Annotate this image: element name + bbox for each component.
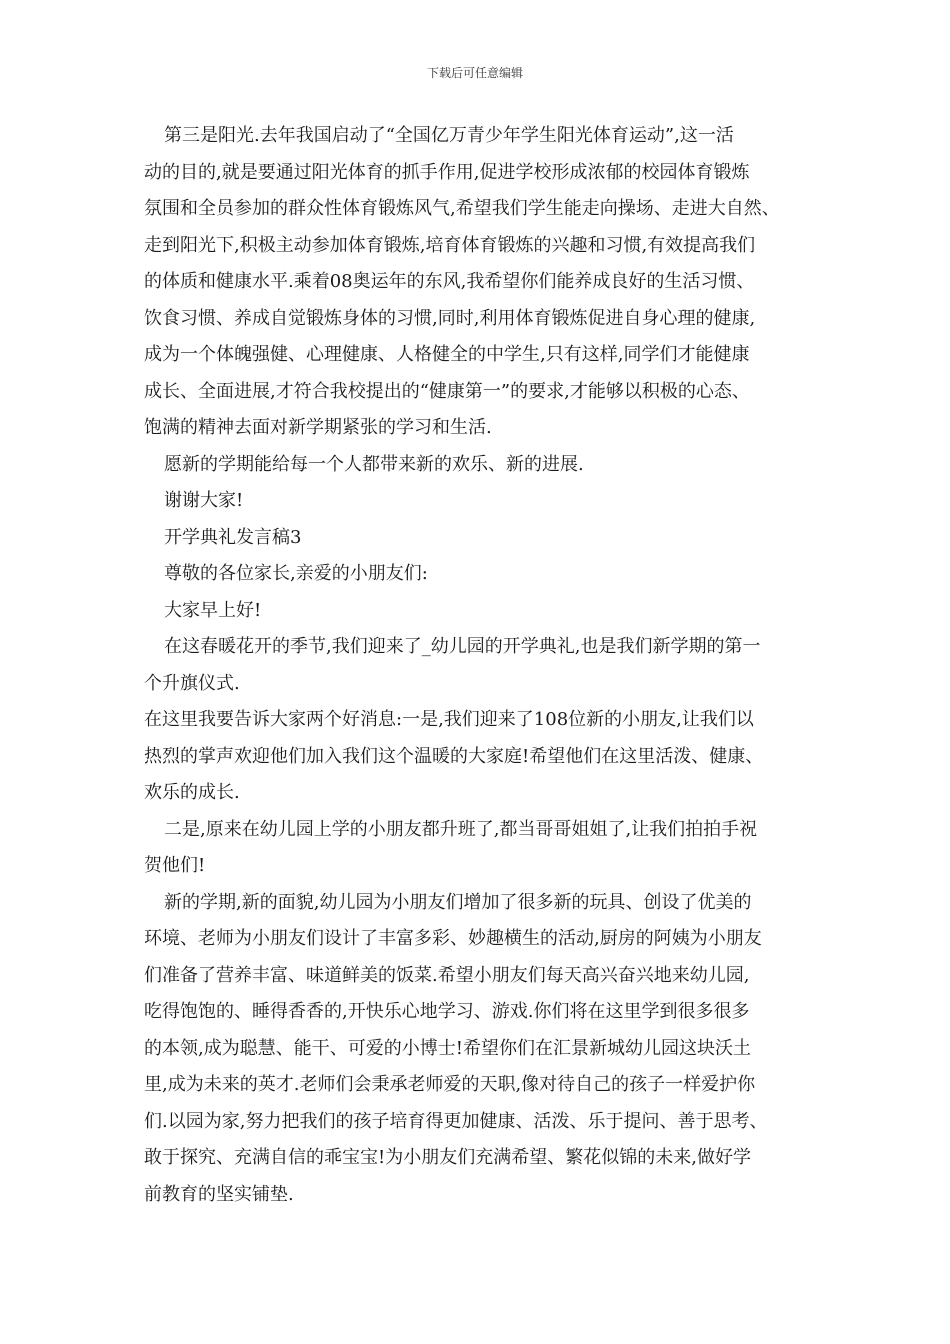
paragraph-line: 里,成为未来的英才.老师们会秉承老师爱的天职,像对待自己的孩子一样爱护你 (144, 1074, 756, 1095)
paragraph-line: 的体质和健康水平.乘着08奥运年的东风,我希望你们能养成良好的生活习惯、 (144, 271, 755, 292)
paragraph-line: 们准备了营养丰富、味道鲜美的饭菜.希望小朋友们每天高兴奋兴地来幼儿园, (144, 964, 750, 986)
paragraph-line: 们.以园为家,努力把我们的孩子培育得更加健康、活泼、乐于提问、善于思考、 (144, 1110, 768, 1132)
document-body (144, 118, 824, 1213)
paragraph-line: 吃得饱饱的、睡得香香的,开快乐心地学习、游戏.你们将在这里学到很多很多 (144, 1001, 750, 1022)
paragraph-line: 成为一个体魄强健、心理健康、人格健全的中学生,只有这样,同学们才能健康 (144, 344, 750, 365)
paragraph-line: 在这春暖花开的季节,我们迎来了_幼儿园的开学典礼,也是我们新学期的第一 (164, 636, 761, 657)
paragraph-line: 成长、全面进展,才符合我校提出的“健康第一”的要求,才能够以积极的心态、 (144, 380, 750, 402)
paragraph-line: 谢谢大家! (164, 490, 244, 511)
paragraph-line: 敢于探究、充满自信的乖宝宝!为小朋友们充满希望、繁花似锦的未来,做好学 (144, 1147, 751, 1168)
paragraph-line: 贺他们! (144, 855, 206, 876)
page-header: 下载后可任意编辑 (426, 66, 523, 80)
paragraph-line: 饮食习惯、养成自觉锻炼身体的习惯,同时,利用体育锻炼促进自身心理的健康, (144, 307, 756, 329)
paragraph-line: 饱满的精神去面对新学期紧张的学习和生活. (144, 417, 492, 438)
paragraph-line: 开学典礼发言稿3 (164, 526, 302, 548)
paragraph-line: 氛围和全员参加的群众性体育锻炼风气,希望我们学生能走向操场、走进大自然、 (144, 198, 780, 219)
paragraph-line: 大家早上好! (164, 599, 262, 621)
paragraph-line: 欢乐的成长. (144, 782, 240, 803)
paragraph-line: 第三是阳光.去年我国启动了“全国亿万青少年学生阳光体育运动”,这一活 (164, 125, 734, 146)
paragraph-line: 前教育的坚实铺垫. (144, 1183, 294, 1205)
paragraph-line: 个升旗仪式. (144, 672, 240, 694)
paragraph-line: 在这里我要告诉大家两个好消息:一是,我们迎来了108位新的小朋友,让我们以 (144, 709, 754, 730)
paragraph-line: 环境、老师为小朋友们设计了丰富多彩、妙趣横生的活动,厨房的阿姨为小朋友 (144, 928, 762, 949)
paragraph-line: 愿新的学期能给每一个人都带来新的欢乐、新的进展. (164, 453, 584, 475)
paragraph-line: 热烈的掌声欢迎他们加入我们这个温暖的大家庭!希望他们在这里活泼、健康、 (144, 745, 764, 767)
paragraph-line: 动的目的,就是要通过阳光体育的抓手作用,促进学校形成浓郁的校园体育锻炼 (144, 161, 750, 183)
paragraph-line: 的本领,成为聪慧、能干、可爱的小博士!希望你们在汇景新城幼儿园这块沃土 (144, 1037, 751, 1059)
paragraph-line: 尊敬的各位家长,亲爱的小朋友们: (164, 563, 428, 584)
paragraph-line: 走到阳光下,积极主动参加体育锻炼,培育体育锻炼的兴趣和习惯,有效提高我们 (144, 234, 756, 256)
paragraph-line: 二是,原来在幼儿园上学的小朋友都升班了,都当哥哥姐姐了,让我们拍拍手祝 (164, 818, 758, 840)
paragraph-line: 新的学期,新的面貌,幼儿园为小朋友们增加了很多新的玩具、创设了优美的 (164, 891, 752, 913)
